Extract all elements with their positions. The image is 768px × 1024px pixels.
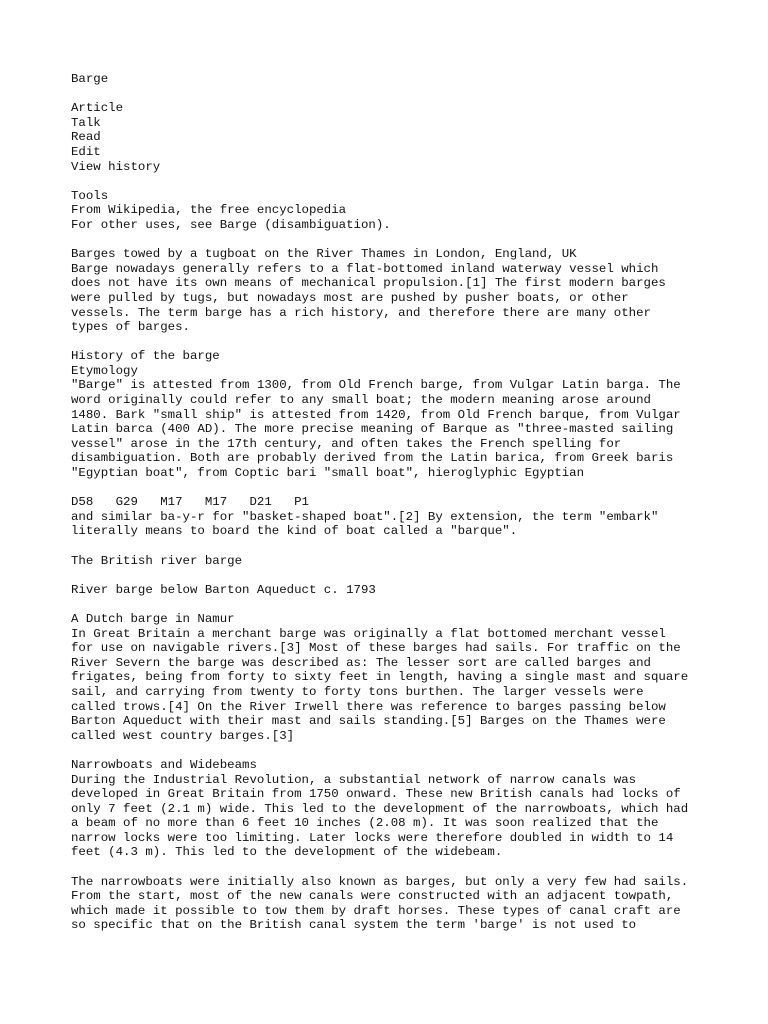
page-title: Barge xyxy=(71,72,109,86)
section-heading-history: History of the barge xyxy=(71,349,220,364)
text-line: a beam of no more than 6 feet 10 inches (2.08 m). It was soon realized that the xyxy=(71,816,659,831)
tab-read[interactable]: Read xyxy=(71,130,101,145)
etymology-continuation xyxy=(71,510,728,539)
text-line: for use on navigable rivers.[3] Most of these barges had sails. For traffic on the xyxy=(71,641,681,656)
text-line: which made it possible to tow them by draft horses. These types of canal craft are xyxy=(71,903,681,918)
british-paragraph xyxy=(71,627,728,744)
image-caption-barton: River barge below Barton Aqueduct c. 1793 xyxy=(71,582,376,597)
text-line: only 7 feet (2.1 m) wide. This led to the development of the narrowboats, which had xyxy=(71,801,689,816)
text-line: narrow locks were too limiting. Later locks were therefore doubled in width to 14 xyxy=(71,830,674,845)
section-heading-british: The British river barge xyxy=(71,553,243,568)
text-line: word originally could refer to any small boat; the modern meaning arose around xyxy=(71,393,651,408)
spacer xyxy=(71,539,728,554)
spacer xyxy=(71,568,728,583)
spacer xyxy=(71,743,728,758)
tab-edit[interactable]: Edit xyxy=(71,144,101,159)
tools-menu[interactable]: Tools xyxy=(71,188,109,203)
section-heading-narrowboats: Narrowboats and Widebeams xyxy=(71,757,257,772)
text-line: "Egyptian boat", from Coptic bari "small boat", hieroglyphic Egyptian xyxy=(71,466,585,481)
tab-article[interactable]: Article xyxy=(71,101,124,116)
tab-talk[interactable]: Talk xyxy=(71,115,101,130)
text-line: frigates, being from forty to sixty feet in length, having a single mast and square xyxy=(71,670,689,685)
text-line: so specific that on the British canal system the term 'barge' is not used to xyxy=(71,918,637,933)
spacer xyxy=(71,233,728,248)
text-line: were pulled by tugs, but nowadays most are pushed by pusher boats, or other xyxy=(71,290,629,305)
text-line: vessels. The term barge has a rich history, and therefore there are many other xyxy=(71,305,651,320)
spacer xyxy=(71,597,728,612)
narrowboats-paragraph xyxy=(71,773,728,861)
text-line: vessel" arose in the 17th century, and often takes the French spelling for xyxy=(71,436,622,451)
text-line: The narrowboats were initially also known as barges, but only a very few had sails. xyxy=(71,874,689,889)
text-line: In Great Britain a merchant barge was originally a flat bottomed merchant vessel xyxy=(71,626,666,641)
subsection-heading-etymology: Etymology xyxy=(71,363,138,378)
narrowboats-paragraph-2 xyxy=(71,875,728,933)
text-line: sail, and carrying from twenty to forty tons burthen. The larger vessels were xyxy=(71,684,644,699)
hieroglyph-codes: D58 G29 M17 M17 D21 P1 xyxy=(71,495,309,510)
spacer xyxy=(71,860,728,875)
tagline: From Wikipedia, the free encyclopedia xyxy=(71,203,347,218)
text-line: developed in Great Britain from 1750 onward. These new British canals had locks of xyxy=(71,787,681,802)
text-line: types of barges. xyxy=(71,320,190,335)
text-line: "Barge" is attested from 1300, from Old French barge, from Vulgar Latin barga. The xyxy=(71,378,681,393)
spacer xyxy=(71,481,728,496)
text-line: literally means to board the kind of boat called a "barque". xyxy=(71,524,518,539)
intro-image-caption: Barges towed by a tugboat on the River Thames in London, England, UK xyxy=(71,247,577,262)
tab-view-history[interactable]: View history xyxy=(71,159,161,174)
text-line: Latin barca (400 AD). The more precise meaning of Barque as "three-masted sailing xyxy=(71,422,674,437)
text-line: River Severn the barge was described as: The lesser sort are called barges and xyxy=(71,655,651,670)
text-line: From the start, most of the new canals were constructed with an adjacent towpath, xyxy=(71,889,674,904)
spacer xyxy=(71,335,728,350)
text-line: During the Industrial Revolution, a substantial network of narrow canals was xyxy=(71,772,637,787)
text-line: called trows.[4] On the River Irwell there was reference to barges passing below xyxy=(71,699,666,714)
text-line: and similar ba-y-r for "basket-shaped boat".[2] By extension, the term "embark" xyxy=(71,509,659,524)
spacer xyxy=(71,174,728,189)
etymology-paragraph xyxy=(71,378,728,480)
image-caption-namur: A Dutch barge in Namur xyxy=(71,611,235,626)
text-line: called west country barges.[3] xyxy=(71,728,295,743)
text-line: Barge nowadays generally refers to a flat-bottomed inland waterway vessel which xyxy=(71,261,659,276)
text-line: feet (4.3 m). This led to the development of the widebeam. xyxy=(71,845,503,860)
text-line: does not have its own means of mechanical propulsion.[1] The first modern barges xyxy=(71,276,666,291)
spacer xyxy=(71,87,728,102)
text-line: Barton Aqueduct with their mast and sails standing.[5] Barges on the Thames were xyxy=(71,714,666,729)
text-line: 1480. Bark "small ship" is attested from 1420, from Old French barque, from Vulgar xyxy=(71,407,681,422)
hatnote: For other uses, see Barge (disambiguation). xyxy=(71,217,391,232)
text-line: disambiguation. Both are probably derived from the Latin barica, from Greek baris xyxy=(71,451,674,466)
intro-paragraph xyxy=(71,262,728,335)
